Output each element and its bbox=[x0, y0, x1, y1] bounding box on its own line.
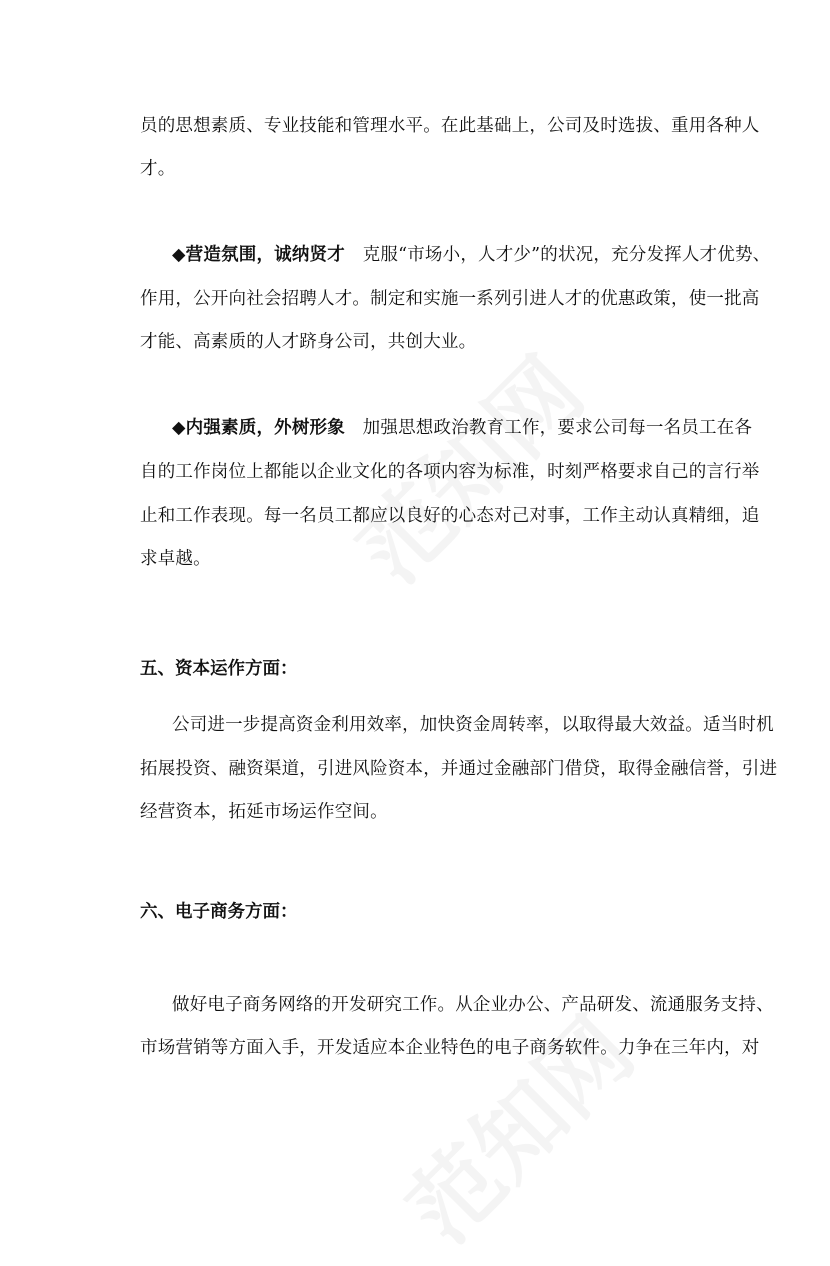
paragraph-heading: ◆营造氛围，诚纳贤才 bbox=[172, 245, 345, 265]
paragraph-line: 做好电子商务网络的开发研究工作。从企业办公、产品研发、流通服务支持、 bbox=[172, 995, 774, 1015]
watermark-text bbox=[374, 984, 657, 1266]
section-heading: 六、电子商务方面： bbox=[140, 902, 298, 922]
section-heading: 五、资本运作方面： bbox=[140, 659, 298, 679]
paragraph-heading: ◆内强素质，外树形象 bbox=[172, 418, 345, 438]
paragraph-line: 求卓越。 bbox=[140, 549, 211, 569]
paragraph-line: 公司进一步提高资金利用效率，加快资金周转率，以取得最大效益。适当时机 bbox=[172, 715, 774, 735]
paragraph-line: 经营资本，拓延市场运作空间。 bbox=[140, 802, 388, 822]
paragraph-line: 市场营销等方面入手，开发适应本企业特色的电子商务软件。力争在三年内，对 bbox=[140, 1038, 760, 1058]
paragraph-line: 员的思想素质、专业技能和管理水平。在此基础上，公司及时选拔、重用各种人 bbox=[140, 116, 760, 136]
paragraph-line bbox=[172, 416, 753, 440]
paragraph-line: 拓展投资、融资渠道，引进风险资本，并通过金融部门借贷，取得金融信誉，引进 bbox=[140, 759, 778, 779]
paragraph-text: 克服“市场小，人才少”的状况，充分发挥人才优势、 bbox=[344, 245, 771, 265]
paragraph-line: 才。 bbox=[140, 159, 176, 179]
paragraph-line: 作用，公开向社会招聘人才。制定和实施一系列引进人才的优惠政策，使一批高 bbox=[140, 289, 760, 309]
paragraph-text: 加强思想政治教育工作，要求公司每一名员工在各 bbox=[344, 418, 753, 438]
paragraph-line: 止和工作表现。每一名员工都应以良好的心态对己对事，工作主动认真精细，追 bbox=[140, 506, 760, 526]
paragraph-line: 自的工作岗位上都能以企业文化的各项内容为标准，时刻严格要求自己的言行举 bbox=[140, 462, 760, 482]
paragraph-line: 才能、高素质的人才跻身公司，共创大业。 bbox=[140, 332, 477, 352]
paragraph-line bbox=[172, 243, 771, 267]
